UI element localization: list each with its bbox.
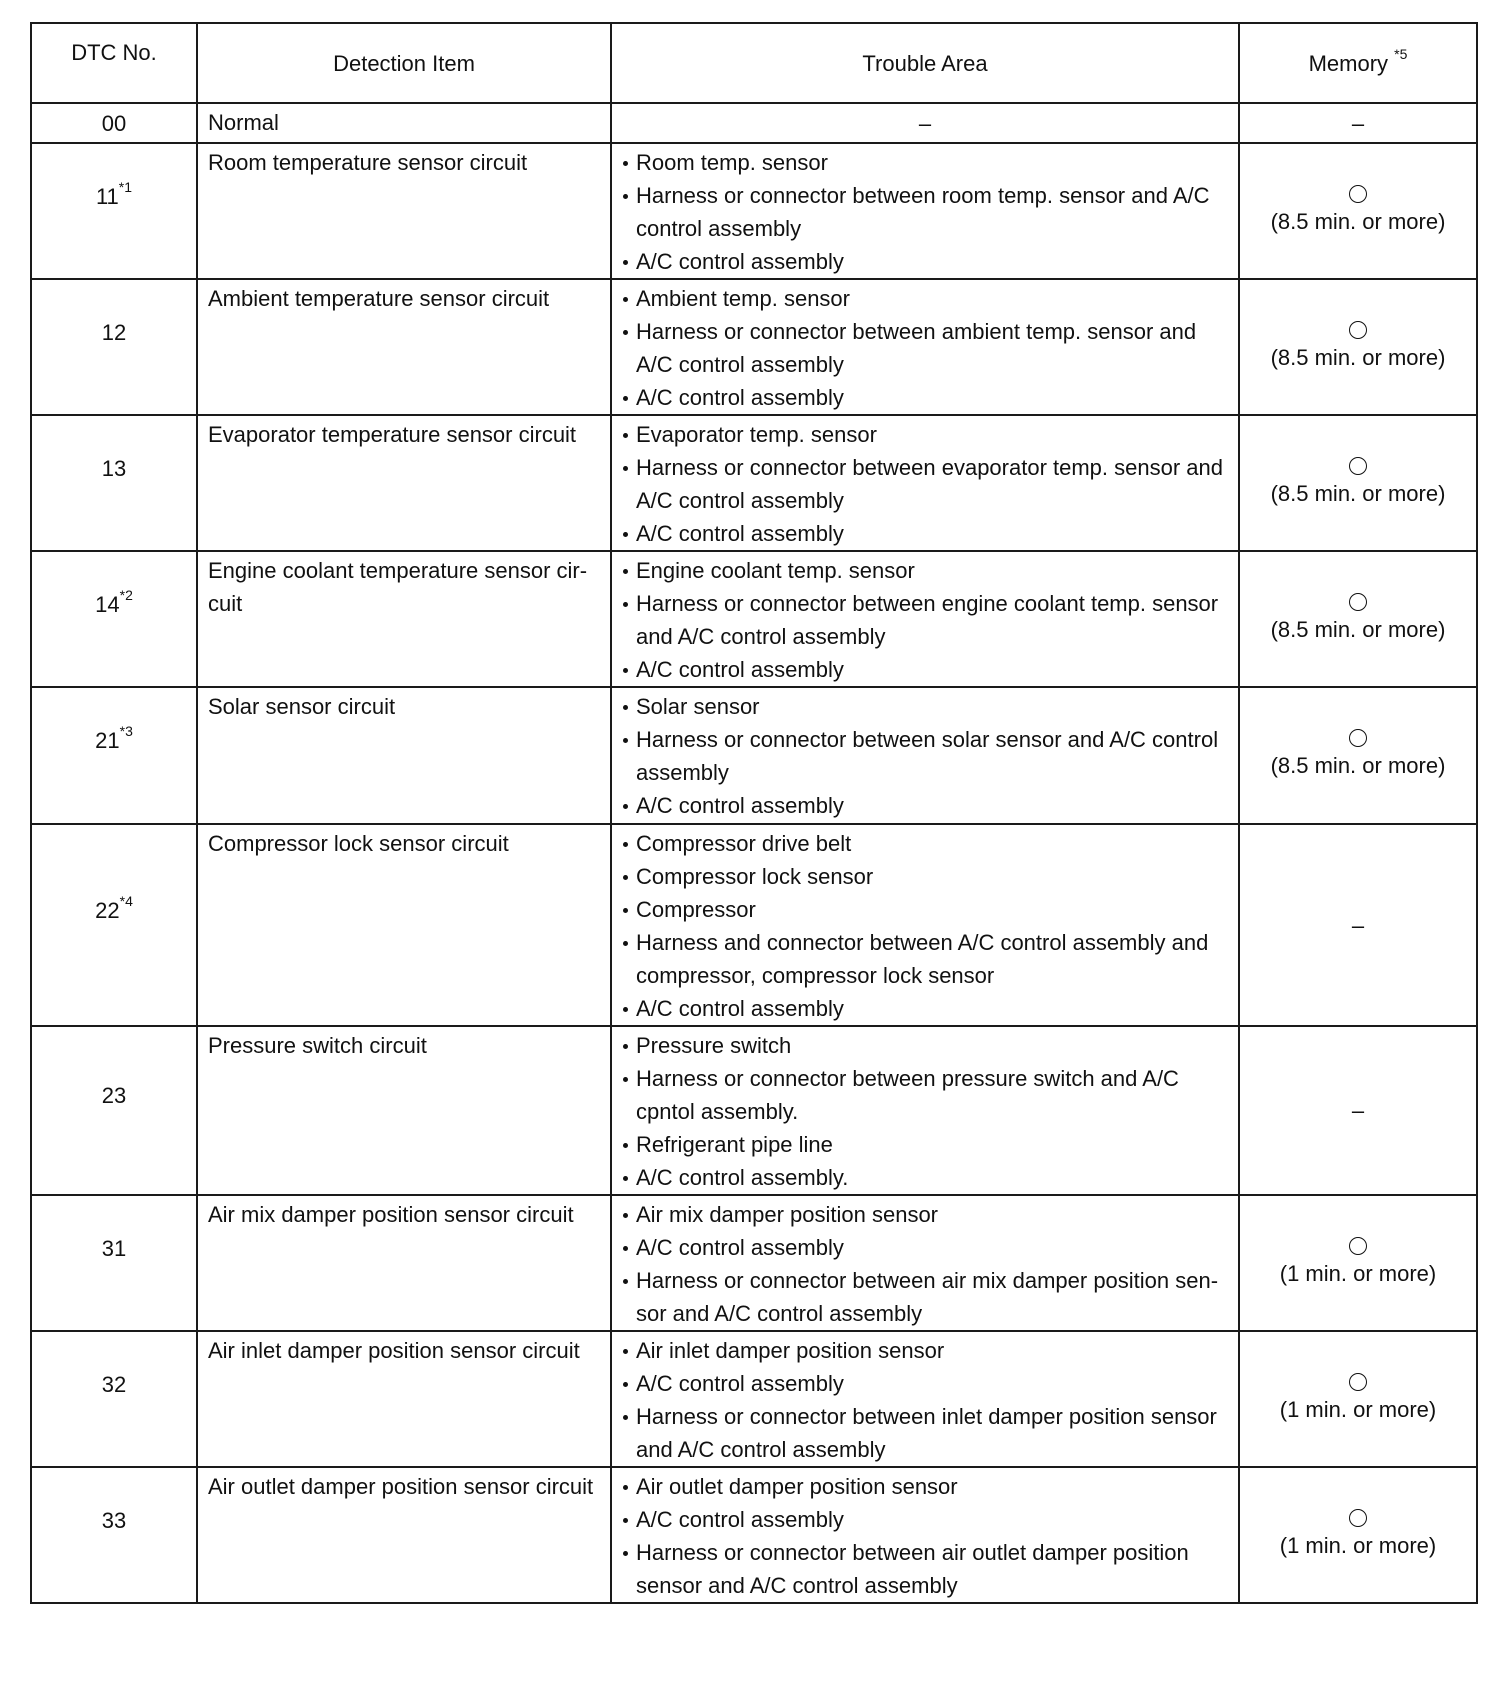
dtc-number: 21 — [95, 728, 120, 753]
trouble-area-cell — [611, 1026, 1239, 1195]
memory-cell — [1239, 103, 1477, 143]
dtc-footnote-mark: *4 — [119, 892, 133, 909]
detection-item-cell — [197, 1467, 611, 1603]
trouble-area-list — [620, 1334, 1232, 1466]
dtc-number: 12 — [101, 319, 127, 345]
detection-item: Evaporator temperature sensor circuit — [208, 422, 577, 447]
trouble-area-cell — [611, 551, 1239, 687]
trouble-area-list — [620, 1029, 1232, 1194]
trouble-area-list — [620, 418, 1232, 550]
trouble-area-none: – — [918, 110, 932, 136]
memory-circle-icon — [1349, 321, 1367, 339]
memory-cell — [1239, 551, 1477, 687]
detection-item-cell — [197, 103, 611, 143]
dtc-footnote-mark: *2 — [119, 586, 133, 603]
list-item: Air mix damper position sensor — [620, 1198, 1232, 1231]
memory-text: – — [1351, 912, 1365, 938]
header-detection-item: Detection Item — [197, 23, 611, 103]
list-item: Refrigerant pipe line — [620, 1128, 1232, 1161]
memory-cell — [1239, 279, 1477, 415]
trouble-area-cell — [611, 1467, 1239, 1603]
dtc-footnote-mark: *1 — [118, 178, 133, 195]
trouble-area-cell — [611, 415, 1239, 551]
memory-circle-icon — [1349, 185, 1367, 203]
list-item: Solar sensor — [620, 690, 1232, 723]
memory-text: – — [1351, 1098, 1365, 1123]
detection-item: Compressor lock sensor circuit — [208, 831, 509, 856]
list-item: Harness or connector between evaporator temp. sensor and A/C control assembly — [620, 451, 1232, 517]
list-item: A/C control assembly — [620, 245, 1232, 278]
dtc-number: 23 — [101, 1083, 127, 1108]
detection-item: Pressure switch circuit — [208, 1033, 427, 1058]
trouble-area-cell — [611, 1195, 1239, 1331]
detection-item-cell — [197, 551, 611, 687]
trouble-area-list — [620, 690, 1232, 822]
memory-cell — [1239, 143, 1477, 279]
detection-item: Engine coolant temperature sensor cir-cuit — [208, 558, 588, 616]
dtc-number: 13 — [101, 455, 127, 481]
dtc-number-cell — [31, 1331, 197, 1467]
memory-cell — [1239, 687, 1477, 824]
dtc-number-cell — [31, 415, 197, 551]
list-item: A/C control assembly — [620, 992, 1232, 1025]
list-item: Harness or connector between engine coolant temp. sensor and A/C control assembly — [620, 587, 1232, 653]
table-row — [31, 824, 1477, 1026]
table-row — [31, 1331, 1477, 1467]
table-row — [31, 1026, 1477, 1195]
trouble-area-list — [620, 554, 1232, 686]
trouble-area-list — [620, 282, 1232, 414]
memory-cell — [1239, 1467, 1477, 1603]
dtc-number-cell — [31, 1467, 197, 1603]
list-item: Compressor drive belt — [620, 827, 1232, 860]
list-item: Evaporator temp. sensor — [620, 418, 1232, 451]
detection-item: Air outlet damper position sensor circuit — [208, 1474, 594, 1499]
memory-circle-icon — [1349, 1509, 1367, 1527]
detection-item: Room temperature sensor circuit — [208, 150, 528, 175]
dtc-number-cell — [31, 103, 197, 143]
list-item: Harness or connector between ambient temp. sensor and A/C control assembly — [620, 315, 1232, 381]
list-item: A/C control assembly — [620, 381, 1232, 414]
list-item: Pressure switch — [620, 1029, 1232, 1062]
memory-cell — [1239, 415, 1477, 551]
trouble-area-list — [620, 1198, 1232, 1330]
memory-cell — [1239, 1331, 1477, 1467]
detection-item: Air mix damper position sensor circuit — [208, 1202, 574, 1227]
list-item: Air outlet damper position sensor — [620, 1470, 1232, 1503]
list-item: A/C control assembly — [620, 1367, 1232, 1400]
list-item: Harness or connector between air outlet damper position sensor and A/C control assembly — [620, 1536, 1232, 1602]
list-item: A/C control assembly. — [620, 1161, 1232, 1194]
memory-cell — [1239, 1026, 1477, 1195]
table-row — [31, 687, 1477, 824]
memory-cell — [1239, 824, 1477, 1026]
dtc-footnote-mark: *3 — [119, 723, 133, 739]
table-row — [31, 1467, 1477, 1603]
list-item: Harness or connector between pressure switch and A/C cpntol assembly. — [620, 1062, 1232, 1128]
detection-item-cell — [197, 687, 611, 824]
dtc-number-cell — [31, 1026, 197, 1195]
memory-text: (8.5 min. or more) — [1270, 344, 1446, 370]
memory-footnote-mark: *5 — [1394, 45, 1408, 62]
list-item: Harness or connector between inlet damper position sensor and A/C control assembly — [620, 1400, 1232, 1466]
memory-circle-icon — [1349, 457, 1367, 475]
dtc-number: 14 — [95, 591, 120, 617]
dtc-number-cell — [31, 143, 197, 279]
detection-item-cell — [197, 1331, 611, 1467]
trouble-area-list — [620, 827, 1232, 1025]
table-header-row — [31, 23, 1477, 103]
table-row — [31, 103, 1477, 143]
detection-item-cell — [197, 143, 611, 279]
table-row — [31, 415, 1477, 551]
header-trouble-area: Trouble Area — [611, 23, 1239, 103]
memory-circle-icon — [1349, 1373, 1367, 1391]
memory-text: (1 min. or more) — [1279, 1260, 1437, 1286]
trouble-area-cell — [611, 279, 1239, 415]
dtc-number: 11 — [95, 183, 119, 209]
list-item: Air inlet damper position sensor — [620, 1334, 1232, 1367]
dtc-number-cell — [31, 687, 197, 824]
list-item: Harness and connector between A/C control assembly and compressor, compressor lock sensor — [620, 926, 1232, 992]
detection-item-cell — [197, 415, 611, 551]
dtc-number: 00 — [101, 110, 127, 136]
memory-cell — [1239, 1195, 1477, 1331]
trouble-area-cell — [611, 824, 1239, 1026]
trouble-area-cell — [611, 1331, 1239, 1467]
detection-item: Air inlet damper position sensor circuit — [208, 1338, 580, 1363]
table-body — [31, 103, 1477, 1603]
header-dtc-no: DTC No. — [31, 23, 197, 103]
dtc-number: 31 — [101, 1235, 127, 1261]
memory-text: (8.5 min. or more) — [1270, 616, 1446, 642]
header-memory: Memory $^{*5}$ — [1239, 23, 1477, 103]
trouble-area-cell — [611, 143, 1239, 279]
list-item: A/C control assembly — [620, 1231, 1232, 1264]
detection-item: Normal — [208, 110, 279, 135]
list-item: A/C control assembly — [620, 789, 1232, 822]
list-item: Room temp. sensor — [620, 146, 1232, 179]
dtc-number: 33 — [101, 1507, 127, 1533]
trouble-area-cell — [611, 103, 1239, 143]
table-row — [31, 143, 1477, 279]
list-item: A/C control assembly — [620, 653, 1232, 686]
memory-text: (8.5 min. or more) — [1270, 753, 1446, 778]
list-item: Harness or connector between room temp. sensor and A/C control assembly — [620, 179, 1232, 245]
trouble-area-cell — [611, 687, 1239, 824]
detection-item-cell — [197, 279, 611, 415]
table-row — [31, 279, 1477, 415]
detection-item: Solar sensor circuit — [208, 694, 396, 719]
memory-circle-icon — [1349, 1237, 1367, 1255]
dtc-table — [30, 22, 1478, 1604]
dtc-number-cell — [31, 279, 197, 415]
list-item: A/C control assembly — [620, 517, 1232, 550]
table-row — [31, 551, 1477, 687]
list-item: Ambient temp. sensor — [620, 282, 1232, 315]
detection-item-cell — [197, 1195, 611, 1331]
table-row — [31, 1195, 1477, 1331]
detection-item-cell — [197, 824, 611, 1026]
detection-item-cell — [197, 1026, 611, 1195]
memory-text: – — [1351, 110, 1365, 136]
dtc-number: 32 — [101, 1371, 127, 1397]
list-item: Engine coolant temp. sensor — [620, 554, 1232, 587]
list-item: Compressor lock sensor — [620, 860, 1232, 893]
trouble-area-list — [620, 1470, 1232, 1602]
trouble-area-list — [620, 146, 1232, 278]
dtc-number: 22 — [95, 897, 120, 923]
detection-item: Ambient temperature sensor circuit — [208, 286, 550, 311]
memory-text: (1 min. or more) — [1279, 1532, 1437, 1558]
list-item: Harness or connector between air mix damper position sen-sor and A/C control assembly — [620, 1264, 1232, 1330]
dtc-number-cell — [31, 551, 197, 687]
memory-text: (8.5 min. or more) — [1270, 480, 1446, 506]
memory-text: (8.5 min. or more) — [1270, 208, 1446, 234]
dtc-number-cell — [31, 824, 197, 1026]
memory-circle-icon — [1349, 729, 1367, 747]
list-item: Harness or connector between solar sensor and A/C control assembly — [620, 723, 1232, 789]
memory-circle-icon — [1349, 593, 1367, 611]
dtc-number-cell — [31, 1195, 197, 1331]
memory-text: (1 min. or more) — [1279, 1396, 1437, 1422]
list-item: Compressor — [620, 893, 1232, 926]
list-item: A/C control assembly — [620, 1503, 1232, 1536]
